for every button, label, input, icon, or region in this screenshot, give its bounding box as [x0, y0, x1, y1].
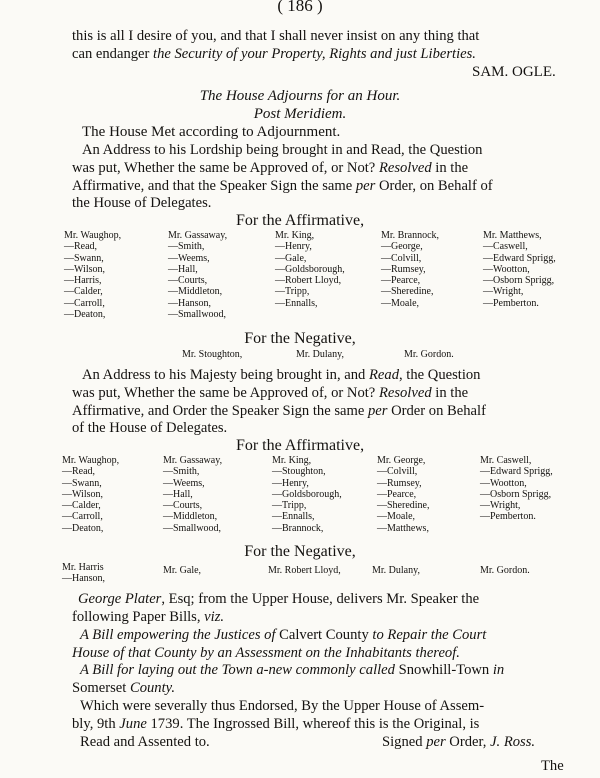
member-name: —Edward Sprigg, [483, 252, 556, 264]
session1-line-2: An Address to his Lordship being brought in and Read, the Question [82, 142, 483, 158]
member-name: Mr. George, [377, 455, 426, 466]
session1-line-1: The House Met according to Adjournment. [82, 124, 341, 140]
member-name: —Swann, [62, 477, 102, 489]
vote1-col-1 [64, 230, 121, 320]
signed-per-order: Signed per Order, J. Ross. [382, 734, 536, 750]
member-name: —Edward Sprigg, [480, 466, 553, 478]
bill-1-line-2: House of that County by an Assessment on the Inhabitants thereof. [72, 645, 460, 661]
member-name: —Read, [62, 466, 96, 478]
member-name: —Tripp, [272, 500, 307, 512]
member-name: —Wilson, [64, 263, 105, 275]
bill-2-line-1: A Bill for laying out the Town a-new commonly called Snowhill-Town in [80, 662, 505, 678]
member-name: —Moale, [377, 511, 416, 523]
member-name: —Middleton, [163, 511, 218, 523]
bills-line-2: following Paper Bills, viz. [72, 609, 225, 625]
session2-line-2: was put, Whether the same be Approved of, or Not? Resolved in the [72, 385, 469, 401]
member-name: —Smith, [163, 466, 200, 478]
member-name: —Harris, [64, 275, 102, 287]
member-name: —Sheredine, [381, 286, 434, 298]
member-name: —Smith, [168, 241, 205, 253]
member-name: —Ennalls, [272, 511, 315, 523]
signature: SAM. OGLE. [472, 64, 556, 80]
session1-line-4: Affirmative, and that the Speaker Sign the same per Order, on Behalf of [72, 178, 493, 194]
session2-line-4: of the House of Delegates. [72, 420, 228, 436]
member-name: Mr. King, [272, 455, 312, 466]
member-name: Mr. Waughop, [64, 230, 122, 241]
vote2-negative-name: Mr. Gale, [163, 565, 202, 576]
member-name: —Pearce, [377, 488, 417, 500]
vote2-col-5 [480, 455, 553, 523]
vote2-affirmative-heading: For the Affirmative, [235, 437, 365, 454]
vote1-col-4 [381, 230, 439, 309]
member-name: —Henry, [272, 477, 309, 489]
member-name: —Calder, [62, 500, 101, 512]
member-name: Mr. Caswell, [480, 455, 532, 466]
member-name: —Pearce, [381, 275, 421, 287]
member-name: —Hall, [163, 488, 193, 500]
vote2-col-4 [377, 455, 430, 534]
member-name: —Courts, [168, 275, 208, 287]
member-name: —Matthews, [377, 522, 429, 534]
vote2-negative-name: —Hanson, [62, 573, 106, 584]
page-number: ( 186 ) [277, 0, 323, 15]
vote2-negative-name: Mr. Dulany, [372, 565, 420, 576]
member-name: —Pemberton. [480, 511, 536, 523]
member-name: —Moale, [381, 297, 420, 309]
member-name: —Tripp, [275, 286, 310, 298]
vote1-negative-name: Mr. Gordon. [404, 349, 454, 360]
member-name: —Weems, [168, 252, 210, 264]
vote2-negative-name: Mr. Harris [62, 562, 104, 573]
member-name: —Middleton, [168, 286, 223, 298]
member-name: —Caswell, [483, 241, 528, 253]
member-name: —Sheredine, [377, 500, 430, 512]
member-name: —Colvill, [377, 466, 418, 478]
member-name: Mr. Brannock, [381, 230, 440, 241]
bills-line-1: George Plater, Esq; from the Upper House, delivers Mr. Speaker the [78, 591, 480, 607]
post-meridiem: Post Meridiem. [253, 106, 347, 122]
member-name: —Hall, [168, 263, 198, 275]
member-name: —Hanson, [168, 297, 212, 309]
endorse-line-1: Which were severally thus Endorsed, By the Upper House of Assem- [80, 698, 485, 714]
member-name: —Smallwood, [163, 522, 222, 534]
member-name: —George, [381, 241, 423, 253]
member-name: —Wootton, [483, 263, 530, 275]
member-name: —Wilson, [62, 488, 103, 500]
member-name: —Carroll, [62, 511, 103, 523]
member-name: —Henry, [275, 241, 312, 253]
bill-1-line-1: A Bill empowering the Justices of Calvert County to Repair the Court [80, 627, 487, 643]
member-name: —Goldsborough, [275, 263, 345, 275]
member-name: —Calder, [64, 286, 103, 298]
bill-2-line-2: Somerset County. [72, 680, 175, 696]
session2-line-1: An Address to his Majesty being brought in, and Read, the Question [82, 367, 481, 383]
member-name: —Wootton, [480, 477, 527, 489]
session2-line-3: Affirmative, and Order the Speaker Sign the same per Order on Behalf [72, 403, 486, 419]
member-name: —Carroll, [64, 297, 105, 309]
member-name: —Deaton, [64, 309, 106, 321]
member-name: —Ennalls, [275, 297, 318, 309]
member-name: —Weems, [163, 477, 205, 489]
endorse-line-2: bly, 9th June 1739. The Ingrossed Bill, whereof this is the Original, is [72, 716, 480, 732]
member-name: —Colvill, [381, 252, 422, 264]
member-name: —Smallwood, [168, 309, 227, 321]
member-name: —Brannock, [272, 522, 324, 534]
vote2-col-2 [163, 455, 222, 534]
session1-line-3: was put, Whether the same be Approved of, or Not? Resolved in the [72, 160, 469, 176]
vote1-col-3 [275, 230, 345, 309]
member-name: —Rumsey, [377, 477, 422, 489]
vote1-negative-heading: For the Negative, [244, 330, 356, 347]
member-name: —Wright, [480, 500, 521, 512]
vote2-negative-heading: For the Negative, [244, 543, 356, 560]
member-name: Mr. Matthews, [483, 230, 542, 241]
vote2-negative-name: Mr. Robert Lloyd, [268, 565, 341, 576]
member-name: —Deaton, [62, 522, 104, 534]
adjourn-heading: The House Adjourns for an Hour. [199, 88, 401, 104]
member-name: Mr. Waughop, [62, 455, 120, 466]
member-name: —Pemberton. [483, 297, 539, 309]
vote2-negative-name: Mr. Gordon. [480, 565, 530, 576]
member-name: —Osborn Sprigg, [480, 488, 552, 500]
member-name: Mr. King, [275, 230, 315, 241]
member-name: —Gale, [275, 252, 307, 264]
member-name: —Courts, [163, 500, 203, 512]
endorse-line-3: Read and Assented to. [80, 734, 210, 750]
member-name: —Goldsborough, [272, 488, 342, 500]
intro-line-2: can endanger the Security of your Property, Rights and just Liberties. [72, 46, 476, 62]
member-name: —Stoughton, [272, 466, 326, 478]
vote1-col-2 [168, 230, 227, 320]
member-name: —Swann, [64, 252, 104, 264]
intro-line-1: this is all I desire of you, and that I shall never insist on any thing that [72, 28, 480, 44]
member-name: —Wright, [483, 286, 524, 298]
vote2-col-3 [272, 455, 342, 534]
vote2-col-1 [62, 455, 119, 534]
vote1-negative-name: Mr. Dulany, [296, 349, 344, 360]
member-name: —Read, [64, 241, 98, 253]
catchword: The [541, 758, 564, 774]
member-name: Mr. Gassaway, [163, 455, 223, 466]
member-name: —Rumsey, [381, 263, 426, 275]
member-name: Mr. Gassaway, [168, 230, 228, 241]
vote1-affirmative-heading: For the Affirmative, [235, 212, 365, 229]
session1-line-5: the House of Delegates. [72, 195, 212, 211]
vote1-col-5 [483, 230, 556, 309]
member-name: —Robert Lloyd, [275, 275, 342, 287]
vote1-negative-name: Mr. Stoughton, [182, 349, 243, 360]
member-name: —Osborn Sprigg, [483, 275, 555, 287]
